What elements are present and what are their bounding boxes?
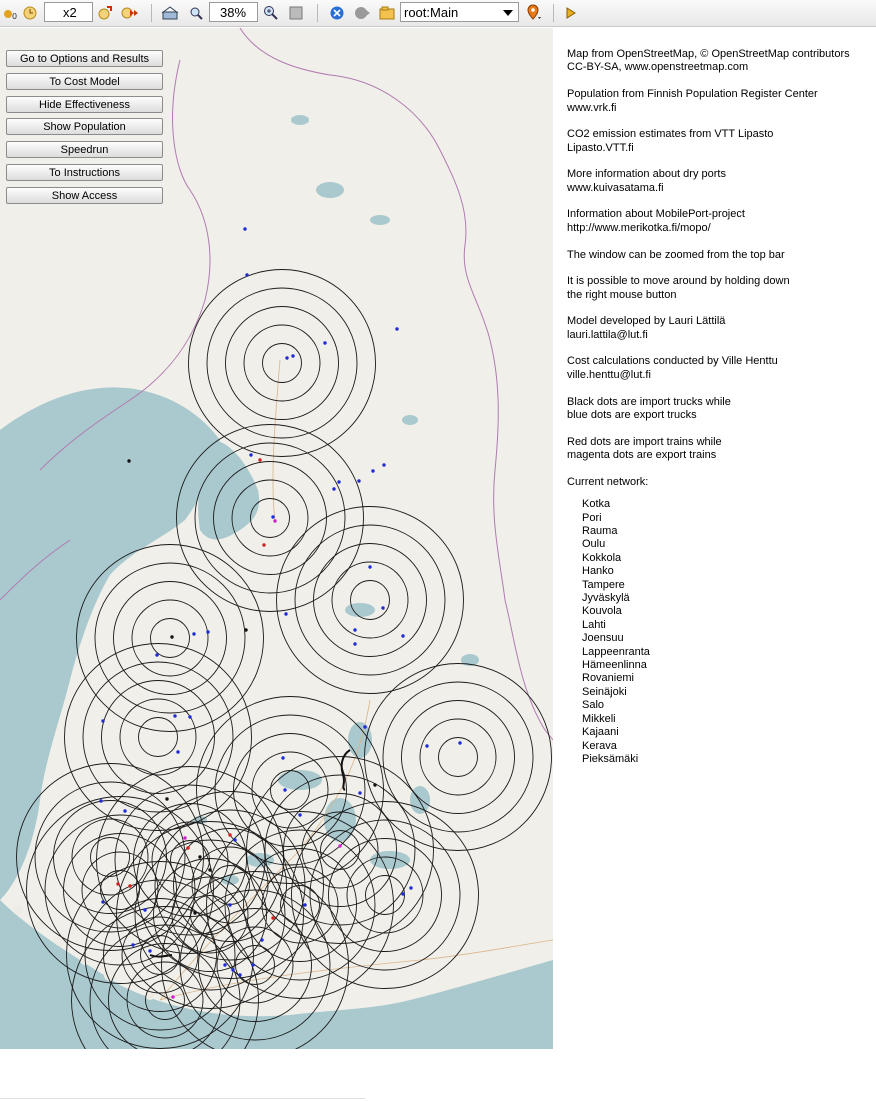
export-truck-dot	[173, 714, 176, 717]
coverage-ring	[365, 664, 552, 851]
info-paragraph: Red dots are import trains while magenta dots are export trains	[567, 435, 722, 462]
info-paragraph: It is possible to move around by holding down the right mouse button	[567, 275, 790, 301]
network-item: Mikkeli	[582, 712, 616, 725]
export-truck-dot	[363, 725, 366, 728]
chevron-down-icon[interactable]	[503, 10, 513, 16]
coverage-ring	[65, 644, 252, 831]
export-truck-dot	[176, 750, 179, 753]
folder-icon[interactable]	[377, 3, 397, 23]
info-paragraph: Black dots are import trucks while blue dots are export trucks	[567, 395, 731, 421]
coverage-ring	[420, 719, 496, 795]
export-truck-dot	[291, 354, 294, 357]
export-train-dot	[171, 995, 174, 998]
coverage-ring	[263, 344, 302, 383]
export-truck-dot	[337, 480, 340, 483]
play-icon[interactable]	[561, 3, 581, 23]
info-paragraph: More information about dry ports www.kuivasatama.fi	[567, 168, 726, 194]
import-truck-dot	[208, 868, 211, 871]
coverage-ring	[189, 270, 376, 457]
home-view-icon[interactable]	[160, 3, 180, 23]
info-paragraph: The window can be zoomed from the top bar	[567, 248, 785, 261]
route-path	[150, 955, 172, 957]
export-truck-dot	[101, 719, 104, 722]
import-train-dot	[262, 543, 265, 546]
network-item: Rauma	[582, 525, 618, 538]
export-truck-dot	[143, 908, 146, 911]
export-truck-dot	[357, 479, 360, 482]
import-truck-dot	[193, 911, 196, 914]
import-train-dot	[186, 846, 189, 849]
toolbar	[0, 0, 876, 27]
zoom-in-icon[interactable]	[261, 3, 281, 23]
export-truck-dot	[285, 356, 288, 359]
navigate-icon[interactable]	[524, 3, 544, 23]
export-truck-dot	[101, 900, 104, 903]
export-truck-dot	[233, 838, 236, 841]
coverage-ring	[114, 582, 227, 695]
export-truck-dot	[382, 463, 385, 466]
svg-text:0: 0	[12, 12, 18, 21]
coverage-ring	[251, 499, 290, 538]
network-item: Kotka	[582, 498, 611, 511]
speed-field[interactable]: x2	[44, 2, 93, 22]
export-truck-dot	[283, 788, 286, 791]
step-icon[interactable]	[20, 3, 40, 23]
import-train-dot	[228, 833, 231, 836]
export-truck-dot	[353, 628, 356, 631]
export-truck-dot	[401, 892, 404, 895]
import-truck-dot	[198, 855, 201, 858]
import-train-dot	[116, 882, 119, 885]
export-truck-dot	[231, 968, 234, 971]
export-truck-dot	[155, 653, 158, 656]
coverage-ring	[332, 562, 408, 638]
export-truck-dot	[192, 632, 195, 635]
coverage-ring	[383, 682, 533, 832]
instructions-button[interactable]: To Instructions	[6, 164, 163, 181]
record-icon[interactable]	[352, 3, 372, 23]
speed-up-icon[interactable]	[95, 3, 115, 23]
export-truck-dot	[425, 744, 428, 747]
network-item: Seinäjoki	[582, 685, 627, 698]
info-paragraph: Model developed by Lauri Lättilä lauri.lattila@lut.fi	[567, 315, 726, 341]
coverage-ring	[310, 820, 460, 970]
options-results-button[interactable]: Go to Options and Results	[6, 50, 163, 67]
export-truck-dot	[123, 809, 126, 812]
info-paragraph: CO2 emission estimates from VTT Lipasto Lipasto.VTT.fi	[567, 128, 774, 154]
export-truck-dot	[243, 227, 246, 230]
export-truck-dot	[371, 469, 374, 472]
info-paragraph: Information about MobilePort-project http://www.merikotka.fi/mopo/	[567, 208, 745, 234]
export-truck-dot	[298, 813, 301, 816]
import-truck-dot	[165, 797, 168, 800]
export-truck-dot	[131, 943, 134, 946]
show-access-button[interactable]: Show Access	[6, 187, 163, 204]
network-item: Kouvola	[582, 605, 622, 618]
coverage-ring	[314, 544, 427, 657]
export-truck-dot	[238, 973, 241, 976]
export-truck-dot	[395, 327, 398, 330]
hide-effectiveness-button[interactable]: Hide Effectiveness	[6, 96, 163, 113]
network-item: Joensuu	[582, 632, 624, 645]
info-paragraph: Map from OpenStreetMap, © OpenStreetMap contributors CC-BY-SA, www.openstreetmap.com	[567, 48, 850, 74]
export-train-dot	[338, 844, 341, 847]
export-truck-dot	[303, 903, 306, 906]
zoom-fit-icon[interactable]	[286, 3, 306, 23]
import-train-dot	[271, 916, 274, 919]
border-line	[240, 28, 553, 740]
network-item: Oulu	[582, 538, 606, 551]
coverage-ring	[151, 619, 190, 658]
network-item: Tampere	[582, 578, 625, 591]
export-truck-dot	[245, 273, 248, 276]
info-panel	[567, 48, 872, 766]
coverage-ring	[252, 752, 328, 828]
export-truck-dot	[353, 642, 356, 645]
coverage-ring	[83, 662, 233, 812]
export-truck-dot	[99, 799, 102, 802]
network-item: Rovaniemi	[582, 672, 634, 685]
coverage-ring	[226, 307, 339, 420]
info-paragraph: Cost calculations conducted by Ville Henttu ville.henttu@lut.fi	[567, 355, 778, 381]
export-truck-dot	[188, 715, 191, 718]
export-truck-dot	[332, 487, 335, 490]
network-item: Kajaani	[582, 726, 619, 739]
network-item: Salo	[582, 699, 605, 712]
export-truck-dot	[401, 634, 404, 637]
coverage-ring	[207, 288, 357, 438]
import-truck-dot	[373, 783, 376, 786]
export-truck-dot	[409, 886, 412, 889]
import-train-dot	[258, 458, 261, 461]
coverage-ring	[120, 699, 196, 775]
fast-forward-icon[interactable]	[120, 3, 140, 23]
network-item: Pieksämäki	[582, 752, 639, 765]
map-view[interactable]	[0, 28, 553, 1049]
speedrun-button[interactable]: Speedrun	[6, 141, 163, 158]
zoom-field[interactable]: 38%	[209, 2, 258, 22]
export-truck-dot	[206, 630, 209, 633]
network-item: Hämeenlinna	[582, 659, 647, 672]
network-item: Kokkola	[582, 551, 622, 564]
coverage-ring	[292, 802, 479, 989]
run-icon[interactable]	[0, 3, 20, 23]
export-train-dot	[183, 836, 186, 839]
run-model-icon[interactable]	[327, 3, 347, 23]
export-truck-dot	[323, 341, 326, 344]
import-truck-dot	[127, 459, 130, 462]
export-truck-dot	[223, 963, 226, 966]
show-population-button[interactable]: Show Population	[6, 118, 163, 135]
coverage-ring	[215, 715, 365, 865]
divider	[0, 1098, 365, 1099]
network-item: Hanko	[582, 565, 614, 578]
cost-model-button[interactable]: To Cost Model	[6, 73, 163, 90]
agent-select[interactable]: root:Main	[400, 2, 519, 22]
map-canvas[interactable]	[0, 28, 553, 1049]
sea-area	[0, 900, 553, 1049]
network-item: Lahti	[582, 618, 606, 631]
import-truck-dot	[170, 635, 173, 638]
import-truck-dot	[244, 628, 247, 631]
coverage-ring	[95, 563, 245, 713]
network-item: Kerava	[582, 739, 617, 752]
export-truck-dot	[458, 741, 461, 744]
network-item: Pori	[582, 511, 602, 524]
network-item: Lappeenranta	[582, 645, 650, 658]
export-truck-dot	[281, 756, 284, 759]
zoom-back-icon[interactable]	[186, 3, 206, 23]
export-truck-dot	[358, 791, 361, 794]
export-truck-dot	[148, 949, 151, 952]
coverage-ring	[366, 876, 405, 915]
export-truck-dot	[368, 565, 371, 568]
coverage-ring	[439, 738, 478, 777]
export-truck-dot	[381, 606, 384, 609]
network-item: Jyväskylä	[582, 592, 630, 605]
coverage-ring	[244, 325, 320, 401]
network-list	[582, 498, 872, 766]
export-train-dot	[273, 519, 276, 522]
export-truck-dot	[251, 963, 254, 966]
export-truck-dot	[249, 453, 252, 456]
coverage-ring	[132, 600, 208, 676]
info-paragraph: Population from Finnish Population Register Center www.vrk.fi	[567, 88, 818, 114]
export-truck-dot	[228, 903, 231, 906]
export-truck-dot	[284, 612, 287, 615]
coverage-ring	[17, 764, 204, 951]
coverage-ring	[295, 525, 445, 675]
import-train-dot	[128, 884, 131, 887]
export-truck-dot	[271, 515, 274, 518]
coverage-ring	[139, 718, 178, 757]
export-truck-dot	[260, 938, 263, 941]
network-heading: Current network:	[567, 475, 649, 488]
